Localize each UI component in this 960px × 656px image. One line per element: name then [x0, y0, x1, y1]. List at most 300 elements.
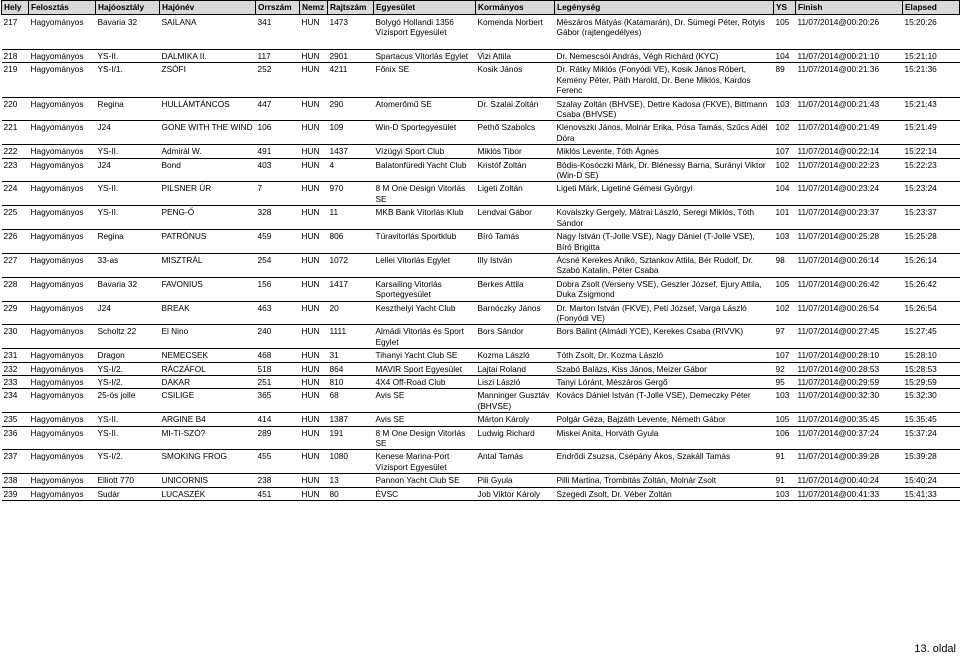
table-row	[2, 349, 960, 362]
cell-felosztas: Hagyományos	[29, 349, 96, 362]
cell-hajoosztaly: YS-I/2.	[96, 450, 160, 474]
header-row	[2, 1, 960, 15]
cell-orrszam: 106	[256, 121, 300, 145]
table-row	[2, 253, 960, 277]
cell-felosztas: Hagyományos	[29, 450, 96, 474]
cell-hajoosztaly: YS-I/2.	[96, 362, 160, 375]
cell-legenyseg: Szabó Balázs, Kiss János, Meizer Gábor	[555, 362, 774, 375]
cell-ys: 91	[774, 474, 796, 487]
cell-orrszam: 7	[256, 182, 300, 206]
cell-hajonev: MI-TI-SZÓ?	[160, 426, 256, 450]
cell-egyesulet: Bolygó Hollandi 1356 Vízisport Egyesület	[374, 15, 476, 50]
cell-nemz: HUN	[300, 182, 328, 206]
cell-legenyseg: Ácsné Kerekes Anikó, Sztankov Attila, Bér Rudolf, Dr. Szabó Katalin, Péter Csaba	[555, 253, 774, 277]
cell-orrszam: 451	[256, 487, 300, 500]
cell-kormanyos: Kosik János	[476, 63, 555, 97]
cell-nemz: HUN	[300, 362, 328, 375]
cell-hajonev: PILSNER ÚR	[160, 182, 256, 206]
cell-elapsed: 15:26:14	[903, 253, 960, 277]
cell-legenyseg: Polgár Géza, Bajzáth Levente, Németh Gábor	[555, 413, 774, 426]
cell-felosztas: Hagyományos	[29, 63, 96, 97]
cell-kormanyos: Komenda Norbert	[476, 15, 555, 50]
cell-felosztas: Hagyományos	[29, 15, 96, 50]
cell-hely: 227	[2, 253, 29, 277]
cell-felosztas: Hagyományos	[29, 362, 96, 375]
cell-elapsed: 15:25:28	[903, 230, 960, 254]
cell-nemz: HUN	[300, 413, 328, 426]
cell-kormanyos: Pethő Szabolcs	[476, 121, 555, 145]
cell-nemz: HUN	[300, 301, 328, 325]
cell-nemz: HUN	[300, 15, 328, 50]
cell-hajoosztaly: YS-I/1.	[96, 63, 160, 97]
cell-legenyseg: Bors Bálint (Almádi YCE), Kerekes Csaba (RIVVK)	[555, 325, 774, 349]
cell-finish: 11/07/2014@00:21:10	[796, 50, 903, 63]
cell-legenyseg: Mészáros Mátyás (Katamarán), Dr. Sümegi Péter, Rotyis Gábor (rajtengedélyes)	[555, 15, 774, 50]
col-header-ys: YS	[774, 1, 796, 15]
cell-hajonev: BREAK	[160, 301, 256, 325]
cell-hajoosztaly: Scholtz 22	[96, 325, 160, 349]
cell-hajonev: ZSÓFI	[160, 63, 256, 97]
cell-kormanyos: Liszi László	[476, 375, 555, 388]
cell-hely: 217	[2, 15, 29, 50]
cell-finish: 11/07/2014@00:37:24	[796, 426, 903, 450]
cell-finish: 11/07/2014@00:41:33	[796, 487, 903, 500]
cell-egyesulet: Keszthelyi Yacht Club	[374, 301, 476, 325]
cell-orrszam: 447	[256, 97, 300, 121]
cell-ys: 107	[774, 145, 796, 158]
cell-elapsed: 15:29:59	[903, 375, 960, 388]
results-table	[1, 0, 960, 501]
cell-ys: 103	[774, 389, 796, 413]
cell-hajonev: SMOKING FROG	[160, 450, 256, 474]
cell-hajoosztaly: Elliott 770	[96, 474, 160, 487]
cell-egyesulet: Atomerőmű SE	[374, 97, 476, 121]
cell-egyesulet: ÉVSC	[374, 487, 476, 500]
cell-legenyseg: Tanyi Lóránt, Mészáros Gergő	[555, 375, 774, 388]
cell-rajtszam: 1111	[328, 325, 374, 349]
cell-hely: 220	[2, 97, 29, 121]
cell-legenyseg: Nagy István (T-Jolle VSE), Nagy Dániel (T-Jolle VSE), Bíró Brigitta	[555, 230, 774, 254]
cell-hajonev: ARGINE B4	[160, 413, 256, 426]
cell-kormanyos: Pili Gyula	[476, 474, 555, 487]
col-header-rajtszam: Rajtszám	[328, 1, 374, 15]
cell-hajoosztaly: YS-II.	[96, 426, 160, 450]
cell-rajtszam: 290	[328, 97, 374, 121]
cell-ys: 101	[774, 206, 796, 230]
cell-orrszam: 365	[256, 389, 300, 413]
cell-hajonev: CSILIGE	[160, 389, 256, 413]
cell-kormanyos: Kristóf Zoltán	[476, 158, 555, 182]
cell-rajtszam: 1437	[328, 145, 374, 158]
cell-rajtszam: 2901	[328, 50, 374, 63]
cell-hely: 232	[2, 362, 29, 375]
table-row	[2, 121, 960, 145]
cell-finish: 11/07/2014@00:22:14	[796, 145, 903, 158]
cell-ys: 105	[774, 277, 796, 301]
cell-nemz: HUN	[300, 230, 328, 254]
cell-hajonev: HULLÁMTÁNCOS	[160, 97, 256, 121]
cell-orrszam: 518	[256, 362, 300, 375]
cell-ys: 102	[774, 301, 796, 325]
cell-felosztas: Hagyományos	[29, 253, 96, 277]
cell-elapsed: 15:39:28	[903, 450, 960, 474]
cell-legenyseg: Kovács Dániel István (T-Jolle VSE), Demeczky Péter	[555, 389, 774, 413]
cell-elapsed: 15:23:37	[903, 206, 960, 230]
cell-felosztas: Hagyományos	[29, 97, 96, 121]
cell-ys: 105	[774, 15, 796, 50]
cell-hajonev: Bond	[160, 158, 256, 182]
cell-nemz: HUN	[300, 474, 328, 487]
table-row	[2, 97, 960, 121]
cell-hely: 238	[2, 474, 29, 487]
cell-finish: 11/07/2014@00:23:24	[796, 182, 903, 206]
table-row	[2, 50, 960, 63]
cell-legenyseg: Bódis-Kosóczki Márk, Dr. Blénessy Barna, Surányi Viktor (Win-D SE)	[555, 158, 774, 182]
cell-legenyseg: Szegedi Zsolt, Dr. Véber Zoltán	[555, 487, 774, 500]
cell-finish: 11/07/2014@00:22:23	[796, 158, 903, 182]
cell-felosztas: Hagyományos	[29, 206, 96, 230]
cell-felosztas: Hagyományos	[29, 145, 96, 158]
cell-egyesulet: Balatonfüredi Yacht Club	[374, 158, 476, 182]
cell-rajtszam: 1080	[328, 450, 374, 474]
cell-hely: 226	[2, 230, 29, 254]
cell-orrszam: 414	[256, 413, 300, 426]
cell-finish: 11/07/2014@00:29:59	[796, 375, 903, 388]
cell-rajtszam: 68	[328, 389, 374, 413]
cell-orrszam: 251	[256, 375, 300, 388]
cell-finish: 11/07/2014@00:28:53	[796, 362, 903, 375]
cell-rajtszam: 1387	[328, 413, 374, 426]
cell-egyesulet: Avis SE	[374, 413, 476, 426]
cell-elapsed: 15:28:53	[903, 362, 960, 375]
cell-egyesulet: Spartacus Vitorlás Egylet	[374, 50, 476, 63]
table-row	[2, 487, 960, 500]
cell-hely: 219	[2, 63, 29, 97]
cell-finish: 11/07/2014@00:40:24	[796, 474, 903, 487]
cell-hajoosztaly: J24	[96, 158, 160, 182]
col-header-hajoosztaly: Hajóosztály	[96, 1, 160, 15]
cell-hely: 236	[2, 426, 29, 450]
table-row	[2, 158, 960, 182]
cell-elapsed: 15:22:14	[903, 145, 960, 158]
cell-egyesulet: Karsailing Vitorlás Sportegyesület	[374, 277, 476, 301]
cell-kormanyos: Bíró Tamás	[476, 230, 555, 254]
cell-kormanyos: Márton Károly	[476, 413, 555, 426]
cell-legenyseg: Pilli Martina, Trombitás Zoltán, Molnár Zsolt	[555, 474, 774, 487]
cell-elapsed: 15:41:33	[903, 487, 960, 500]
cell-hajoosztaly: 33-as	[96, 253, 160, 277]
table-row	[2, 145, 960, 158]
cell-kormanyos: Antal Tamás	[476, 450, 555, 474]
cell-orrszam: 238	[256, 474, 300, 487]
cell-finish: 11/07/2014@00:32:30	[796, 389, 903, 413]
cell-orrszam: 254	[256, 253, 300, 277]
table-row	[2, 63, 960, 97]
cell-hajoosztaly: Regina	[96, 97, 160, 121]
cell-hely: 222	[2, 145, 29, 158]
cell-felosztas: Hagyományos	[29, 277, 96, 301]
cell-rajtszam: 109	[328, 121, 374, 145]
cell-elapsed: 15:37:24	[903, 426, 960, 450]
table-row	[2, 325, 960, 349]
cell-felosztas: Hagyományos	[29, 426, 96, 450]
cell-hajonev: GONE WITH THE WIND	[160, 121, 256, 145]
cell-hajonev: LUCASZÉK	[160, 487, 256, 500]
cell-kormanyos: Manninger Gusztáv (BHVSE)	[476, 389, 555, 413]
cell-finish: 11/07/2014@00:20:26	[796, 15, 903, 50]
cell-orrszam: 117	[256, 50, 300, 63]
cell-egyesulet: Tihanyi Yacht Club SE	[374, 349, 476, 362]
cell-elapsed: 15:21:10	[903, 50, 960, 63]
cell-orrszam: 455	[256, 450, 300, 474]
cell-kormanyos: Lendvai Gábor	[476, 206, 555, 230]
cell-rajtszam: 4211	[328, 63, 374, 97]
cell-egyesulet: 8 M One Design Vitorlás SE	[374, 426, 476, 450]
col-header-egyesulet: Egyesület	[374, 1, 476, 15]
cell-legenyseg: Tóth Zsolt, Dr. Kozma László	[555, 349, 774, 362]
cell-hely: 225	[2, 206, 29, 230]
cell-hely: 229	[2, 301, 29, 325]
table-row	[2, 375, 960, 388]
cell-felosztas: Hagyományos	[29, 182, 96, 206]
cell-nemz: HUN	[300, 375, 328, 388]
cell-hajoosztaly: YS-II.	[96, 182, 160, 206]
table-row	[2, 426, 960, 450]
col-header-felosztas: Felosztás	[29, 1, 96, 15]
cell-elapsed: 15:28:10	[903, 349, 960, 362]
cell-orrszam: 341	[256, 15, 300, 50]
cell-nemz: HUN	[300, 426, 328, 450]
cell-felosztas: Hagyományos	[29, 230, 96, 254]
cell-kormanyos: Lajtai Roland	[476, 362, 555, 375]
cell-hajonev: Admirál W.	[160, 145, 256, 158]
cell-kormanyos: Vizi Attila	[476, 50, 555, 63]
cell-elapsed: 15:21:36	[903, 63, 960, 97]
cell-egyesulet: Vízügyi Sport Club	[374, 145, 476, 158]
cell-rajtszam: 1072	[328, 253, 374, 277]
cell-legenyseg: Dr. Marton István (FKVE), Peti József, Varga László (Fonyódi VE)	[555, 301, 774, 325]
cell-legenyseg: Klenovszki János, Molnár Erika, Pósa Tamás, Szűcs Adél Dóra	[555, 121, 774, 145]
col-header-elapsed: Elapsed	[903, 1, 960, 15]
cell-orrszam: 328	[256, 206, 300, 230]
cell-nemz: HUN	[300, 277, 328, 301]
cell-kormanyos: Ludwig Richard	[476, 426, 555, 450]
cell-egyesulet: Főnix SE	[374, 63, 476, 97]
cell-egyesulet: Almádi Vitorlás és Sport Egylet	[374, 325, 476, 349]
cell-hajoosztaly: Sudár	[96, 487, 160, 500]
cell-kormanyos: Kozma László	[476, 349, 555, 362]
cell-legenyseg: Dobra Zsolt (Verseny VSE), Geszler József, Ejury Attila, Duka Zsigmond	[555, 277, 774, 301]
cell-nemz: HUN	[300, 50, 328, 63]
cell-hely: 221	[2, 121, 29, 145]
cell-orrszam: 468	[256, 349, 300, 362]
cell-hely: 228	[2, 277, 29, 301]
cell-felosztas: Hagyományos	[29, 158, 96, 182]
cell-nemz: HUN	[300, 145, 328, 158]
cell-kormanyos: Barnóczky János	[476, 301, 555, 325]
cell-egyesulet: Lellei Vitorlás Egylet	[374, 253, 476, 277]
cell-orrszam: 240	[256, 325, 300, 349]
cell-hajonev: El Nino	[160, 325, 256, 349]
cell-ys: 102	[774, 121, 796, 145]
cell-felosztas: Hagyományos	[29, 474, 96, 487]
cell-rajtszam: 806	[328, 230, 374, 254]
cell-hely: 218	[2, 50, 29, 63]
cell-ys: 104	[774, 182, 796, 206]
cell-legenyseg: Ligeti Márk, Ligetiné Gémesi Györgyi	[555, 182, 774, 206]
cell-orrszam: 491	[256, 145, 300, 158]
cell-elapsed: 15:20:26	[903, 15, 960, 50]
cell-kormanyos: Illy István	[476, 253, 555, 277]
cell-rajtszam: 864	[328, 362, 374, 375]
cell-hajonev: DALMIKA II.	[160, 50, 256, 63]
cell-finish: 11/07/2014@00:26:14	[796, 253, 903, 277]
cell-hajonev: FAVONIUS	[160, 277, 256, 301]
cell-orrszam: 252	[256, 63, 300, 97]
table-row	[2, 301, 960, 325]
cell-rajtszam: 1417	[328, 277, 374, 301]
table-row	[2, 277, 960, 301]
cell-nemz: HUN	[300, 97, 328, 121]
col-header-hajonev: Hajónév	[160, 1, 256, 15]
cell-ys: 95	[774, 375, 796, 388]
cell-finish: 11/07/2014@00:21:36	[796, 63, 903, 97]
cell-rajtszam: 13	[328, 474, 374, 487]
page-number: 13. oldal	[914, 643, 956, 655]
cell-rajtszam: 1473	[328, 15, 374, 50]
cell-hely: 239	[2, 487, 29, 500]
col-header-legenyseg: Legénység	[555, 1, 774, 15]
cell-kormanyos: Job Viktor Károly	[476, 487, 555, 500]
cell-rajtszam: 11	[328, 206, 374, 230]
col-header-kormanyos: Kormányos	[476, 1, 555, 15]
cell-ys: 105	[774, 413, 796, 426]
col-header-finish: Finish	[796, 1, 903, 15]
cell-hajonev: DAKAR	[160, 375, 256, 388]
cell-ys: 103	[774, 487, 796, 500]
cell-felosztas: Hagyományos	[29, 487, 96, 500]
cell-elapsed: 15:22:23	[903, 158, 960, 182]
cell-legenyseg: Kovalszky Gergely, Mátrai László, Seregi Miklós, Tóth Sándor	[555, 206, 774, 230]
cell-orrszam: 463	[256, 301, 300, 325]
cell-hely: 230	[2, 325, 29, 349]
cell-rajtszam: 20	[328, 301, 374, 325]
cell-elapsed: 15:26:42	[903, 277, 960, 301]
cell-finish: 11/07/2014@00:23:37	[796, 206, 903, 230]
cell-hajoosztaly: YS-II.	[96, 50, 160, 63]
cell-felosztas: Hagyományos	[29, 413, 96, 426]
cell-hajonev: SAILANA	[160, 15, 256, 50]
cell-hajoosztaly: Regina	[96, 230, 160, 254]
cell-finish: 11/07/2014@00:21:43	[796, 97, 903, 121]
cell-nemz: HUN	[300, 389, 328, 413]
cell-egyesulet: Avis SE	[374, 389, 476, 413]
col-header-nemz: Nemz	[300, 1, 328, 15]
cell-felosztas: Hagyományos	[29, 301, 96, 325]
cell-rajtszam: 4	[328, 158, 374, 182]
cell-hajoosztaly: Dragon	[96, 349, 160, 362]
cell-ys: 92	[774, 362, 796, 375]
table-row	[2, 230, 960, 254]
cell-ys: 107	[774, 349, 796, 362]
cell-kormanyos: Dr. Szalai Zoltán	[476, 97, 555, 121]
cell-legenyseg: Miskei Anita, Horváth Gyula	[555, 426, 774, 450]
cell-ys: 97	[774, 325, 796, 349]
cell-ys: 103	[774, 230, 796, 254]
cell-elapsed: 15:27:45	[903, 325, 960, 349]
cell-ys: 102	[774, 158, 796, 182]
cell-egyesulet: Kenese Marina-Port Vízisport Egyesület	[374, 450, 476, 474]
cell-ys: 89	[774, 63, 796, 97]
table-row	[2, 389, 960, 413]
cell-nemz: HUN	[300, 349, 328, 362]
table-row	[2, 413, 960, 426]
cell-rajtszam: 80	[328, 487, 374, 500]
cell-egyesulet: Pannon Yacht Club SE	[374, 474, 476, 487]
cell-finish: 11/07/2014@00:39:28	[796, 450, 903, 474]
table-row	[2, 15, 960, 50]
cell-elapsed: 15:32:30	[903, 389, 960, 413]
cell-elapsed: 15:21:43	[903, 97, 960, 121]
cell-legenyseg: Dr. Rátky Miklós (Fonyódi VE), Kosik János Róbert, Kemény Péter, Páth Harold, Dr. Bene Miklós, Kardos Ferenc	[555, 63, 774, 97]
cell-nemz: HUN	[300, 206, 328, 230]
cell-hajonev: MISZTRÁL	[160, 253, 256, 277]
table-row	[2, 182, 960, 206]
cell-egyesulet: 4X4 Off-Road Club	[374, 375, 476, 388]
cell-hajonev: UNICORNIS	[160, 474, 256, 487]
cell-hajonev: NEMECSEK	[160, 349, 256, 362]
cell-nemz: HUN	[300, 325, 328, 349]
cell-hajoosztaly: Bavaria 32	[96, 277, 160, 301]
cell-kormanyos: Ligeti Zoltán	[476, 182, 555, 206]
cell-hajoosztaly: YS-I/2.	[96, 375, 160, 388]
cell-nemz: HUN	[300, 121, 328, 145]
cell-nemz: HUN	[300, 253, 328, 277]
cell-kormanyos: Miklós Tibor	[476, 145, 555, 158]
col-header-orrszam: Orrszám	[256, 1, 300, 15]
cell-legenyseg: Endrődi Zsuzsa, Csépány Ákos, Szakáll Tamás	[555, 450, 774, 474]
cell-orrszam: 156	[256, 277, 300, 301]
cell-legenyseg: Szalay Zoltán (BHVSE), Dettre Kadosa (FKVE), Bittmann Csaba (BHVSE)	[555, 97, 774, 121]
cell-finish: 11/07/2014@00:26:42	[796, 277, 903, 301]
cell-rajtszam: 31	[328, 349, 374, 362]
cell-ys: 91	[774, 450, 796, 474]
cell-elapsed: 15:35:45	[903, 413, 960, 426]
cell-elapsed: 15:23:24	[903, 182, 960, 206]
cell-hajoosztaly: YS-II.	[96, 206, 160, 230]
cell-elapsed: 15:26:54	[903, 301, 960, 325]
cell-hely: 233	[2, 375, 29, 388]
results-body	[2, 15, 960, 501]
cell-ys: 103	[774, 97, 796, 121]
cell-hely: 237	[2, 450, 29, 474]
cell-hajonev: RÁCZÁFOL	[160, 362, 256, 375]
cell-hajonev: PATRÓNUS	[160, 230, 256, 254]
cell-legenyseg: Miklós Levente, Tóth Ágnes	[555, 145, 774, 158]
cell-elapsed: 15:40:24	[903, 474, 960, 487]
table-row	[2, 474, 960, 487]
cell-rajtszam: 810	[328, 375, 374, 388]
cell-hely: 231	[2, 349, 29, 362]
cell-finish: 11/07/2014@00:25:28	[796, 230, 903, 254]
cell-nemz: HUN	[300, 487, 328, 500]
cell-kormanyos: Berkes Attila	[476, 277, 555, 301]
cell-felosztas: Hagyományos	[29, 50, 96, 63]
cell-hajoosztaly: YS-II.	[96, 145, 160, 158]
cell-finish: 11/07/2014@00:27:45	[796, 325, 903, 349]
cell-egyesulet: Túravitorlás Sportklub	[374, 230, 476, 254]
cell-felosztas: Hagyományos	[29, 121, 96, 145]
